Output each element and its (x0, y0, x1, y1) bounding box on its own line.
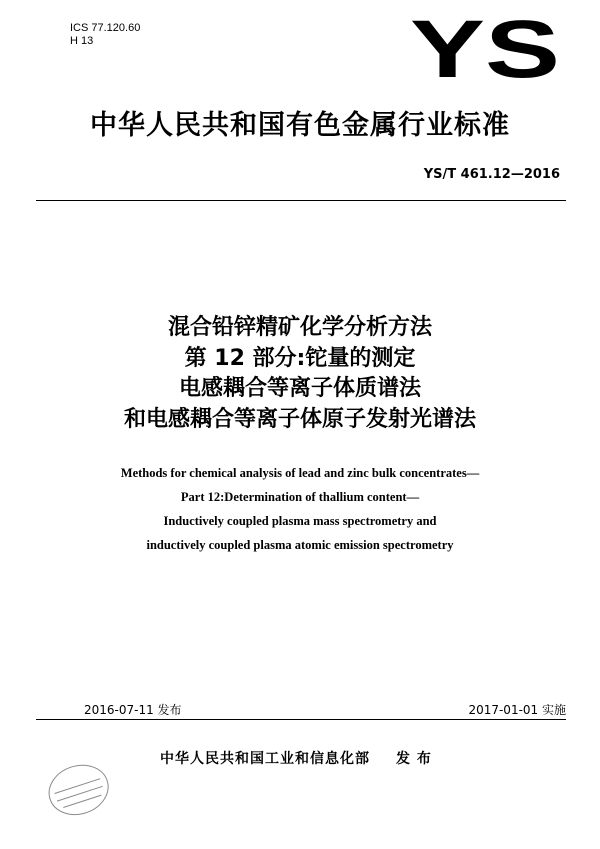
ics-code: ICS 77.120.60 (70, 22, 141, 34)
english-title (0, 461, 600, 557)
english-title-line: Methods for chemical analysis of lead and zinc bulk concentrates— (120, 466, 480, 480)
issue-date: 2016-07-11 发布 (84, 703, 182, 717)
chinese-title-line: 电感耦合等离子体质谱法 (178, 376, 421, 401)
ccs-code: H 13 (70, 35, 94, 47)
chinese-title (0, 313, 600, 435)
english-title-line: Inductively coupled plasma mass spectrometry and (163, 514, 437, 528)
issuer-action: 发 布 (396, 751, 432, 767)
implementation-date: 2017-01-01 实施 (468, 703, 566, 717)
standard-number: YS/T 461.12—2016 (423, 167, 560, 182)
english-title-line: inductively coupled plasma atomic emission spectrometry (146, 538, 454, 552)
chinese-title-line: 混合铅锌精矿化学分析方法 (167, 315, 432, 340)
chinese-title-line: 第 12 部分:铊量的测定 (184, 345, 416, 371)
bottom-divider (36, 719, 566, 720)
english-title-line: Part 12:Determination of thallium content— (180, 490, 420, 504)
chinese-title-line: 和电感耦合等离子体原子发射光谱法 (123, 406, 476, 432)
distribution-stamp (42, 752, 114, 824)
top-divider (36, 200, 566, 201)
issuer-name: 中华人民共和国工业和信息化部 (160, 751, 370, 767)
classification-codes (70, 22, 140, 48)
standard-category-title: 中华人民共和国有色金属行业标准 (90, 110, 510, 141)
ys-logo-text: YS (410, 14, 560, 84)
ys-logo (405, 14, 565, 84)
issuing-authority (160, 748, 432, 768)
